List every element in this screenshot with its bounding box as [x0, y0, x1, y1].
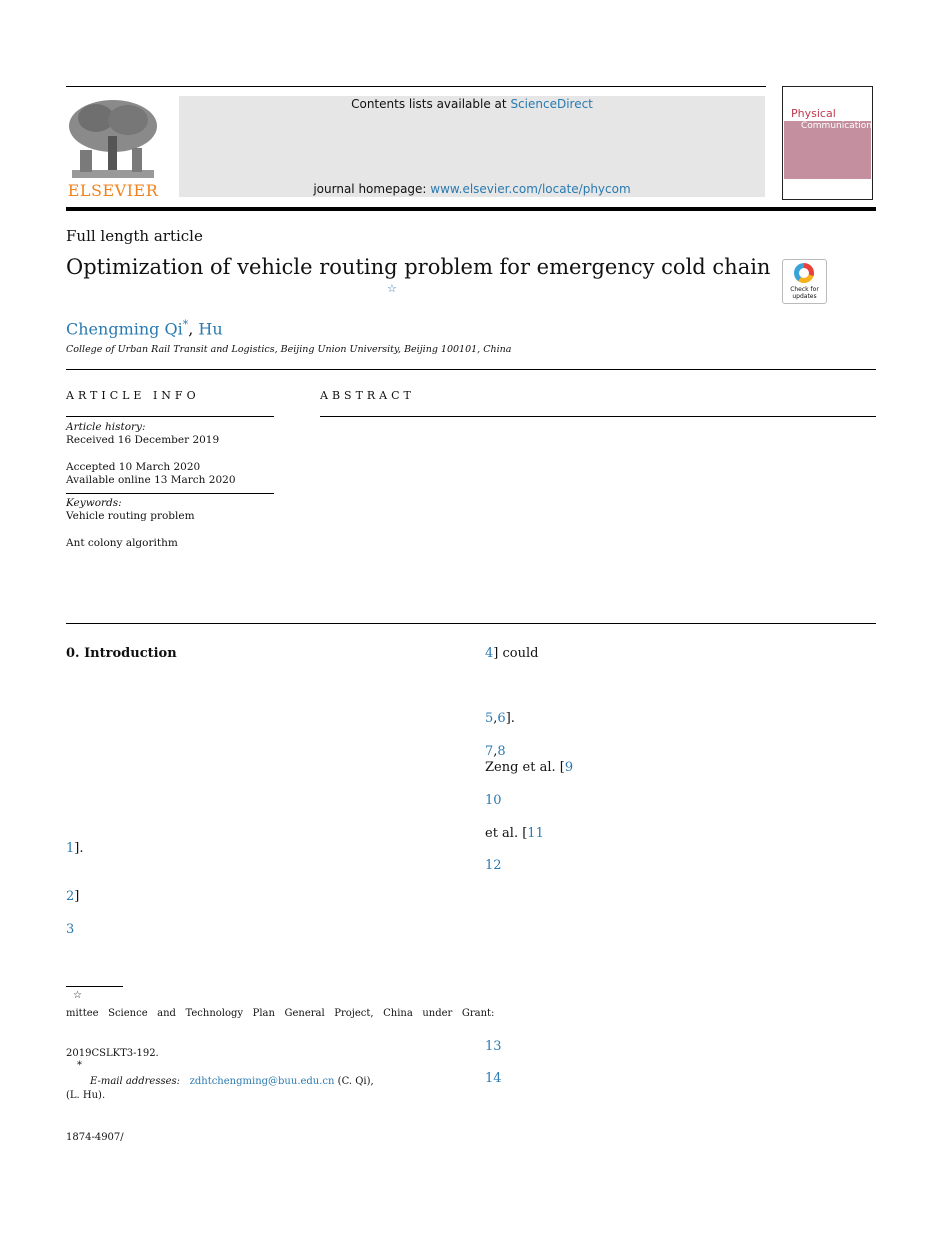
intro-ref-2-line: [66, 889, 79, 904]
ref-2-after: ]: [74, 889, 80, 904]
ref-1-link[interactable]: 1: [66, 841, 75, 856]
intro-heading: 0. Introduction: [66, 646, 177, 661]
etal-line: [485, 826, 544, 841]
ref-5-6-line: [485, 711, 515, 726]
abstract-rule: [320, 416, 876, 417]
email-link[interactable]: zdhtchengming@buu.edu.cn: [189, 1076, 335, 1087]
title-rule: [66, 369, 876, 370]
ref-2-link[interactable]: 2: [66, 889, 75, 904]
accepted-date: Accepted 10 March 2020: [66, 461, 201, 473]
ref-1-after: ].: [74, 841, 84, 856]
footnote-rule: [66, 986, 123, 987]
title-footnote-mark[interactable]: ☆: [387, 282, 397, 295]
intro-ref-3-line: [66, 922, 74, 937]
ref-8-link[interactable]: 8: [497, 744, 506, 759]
keyword-1: Vehicle routing problem: [66, 510, 195, 522]
abstract-heading: ABSTRACT: [320, 389, 415, 402]
ref-7-link[interactable]: 7: [485, 744, 494, 759]
homepage-line: [179, 182, 765, 196]
ref-5-sep: ,: [493, 711, 498, 726]
ref-7-8-line: [485, 744, 506, 759]
online-date: Available online 13 March 2020: [66, 474, 236, 486]
ref-14-line: [485, 1071, 502, 1086]
hu-email: (L. Hu).: [66, 1090, 106, 1101]
keywords-label: Keywords:: [66, 497, 122, 509]
ref-4-link[interactable]: 4: [485, 646, 494, 661]
ref-4-line: [485, 646, 538, 661]
ref-9-link[interactable]: 9: [564, 760, 574, 775]
journal-homepage-link[interactable]: www.elsevier.com/locate/phycom: [430, 182, 631, 196]
article-title: Optimization of vehicle routing problem for emergency cold chain: [66, 255, 771, 279]
ref-6-link[interactable]: 6: [497, 711, 506, 726]
received-date: Received 16 December 2019: [66, 434, 220, 446]
publisher-name: ELSEVIER: [67, 181, 159, 200]
funding-line: mittee Science and Technology Plan General Project, China under Grant:: [66, 1008, 495, 1019]
sciencedirect-link[interactable]: ScienceDirect: [510, 97, 593, 111]
cover-title-2: Communication: [801, 121, 872, 131]
ref-10-line: [485, 793, 502, 808]
email-line: [90, 1076, 374, 1087]
keywords-rule: [66, 493, 274, 494]
etal-text: et al. [: [485, 826, 528, 841]
body-rule: [66, 623, 876, 624]
ref-10-link[interactable]: 10: [485, 793, 502, 808]
check-for-updates-label: Check for updates: [790, 286, 819, 300]
author-qi[interactable]: Chengming Qi: [66, 319, 183, 339]
affiliation: College of Urban Rail Transit and Logistics, Beijing Union University, Beijing 100101, China: [66, 344, 512, 355]
zeng-text: Zeng et al. [: [485, 760, 565, 775]
journal-banner: [179, 96, 765, 197]
ref-13-link[interactable]: 13: [485, 1039, 502, 1054]
header-top-rule: [66, 86, 766, 87]
ref-12-link[interactable]: 12: [485, 858, 502, 873]
issn: 1874-4907/: [66, 1132, 124, 1143]
header-thick-rule: [66, 207, 876, 211]
ref-3-link[interactable]: 3: [66, 922, 75, 937]
crossmark-icon: [794, 263, 814, 283]
history-label: Article history:: [66, 421, 146, 433]
check-for-updates-badge[interactable]: [782, 259, 827, 304]
authors: [66, 318, 223, 338]
ref-7-sep: ,: [493, 744, 498, 759]
footnote-star: ☆: [73, 990, 82, 1001]
grant-number: 2019CSLKT3-192.: [66, 1048, 159, 1059]
article-type: Full length article: [66, 227, 203, 245]
article-info-heading: ARTICLE INFO: [66, 389, 200, 402]
contents-line: [179, 97, 765, 111]
footnote-asterisk: *: [77, 1060, 82, 1071]
homepage-text: journal homepage:: [313, 182, 431, 196]
intro-ref-1-line: [66, 841, 84, 856]
ref-13-line: [485, 1039, 502, 1054]
ref-4-after: ] could: [493, 646, 539, 661]
keyword-2: Ant colony algorithm: [66, 537, 178, 549]
author-sep: ,: [188, 319, 199, 339]
ref-11-link[interactable]: 11: [527, 826, 544, 841]
email-after: (C. Qi),: [334, 1076, 374, 1087]
email-label: E-mail addresses:: [90, 1076, 181, 1087]
corresponding-mark[interactable]: *: [182, 318, 189, 331]
zeng-line: [485, 760, 573, 775]
author-hu[interactable]: Hu: [198, 319, 223, 339]
ref-6-after: ].: [505, 711, 515, 726]
journal-cover: [782, 86, 873, 200]
contents-text: Contents lists available at: [351, 97, 511, 111]
ref-5-link[interactable]: 5: [485, 711, 494, 726]
article-info-rule: [66, 416, 274, 417]
cover-title-1: Physical: [791, 107, 836, 120]
ref-12-line: [485, 858, 502, 873]
ref-14-link[interactable]: 14: [485, 1071, 502, 1086]
